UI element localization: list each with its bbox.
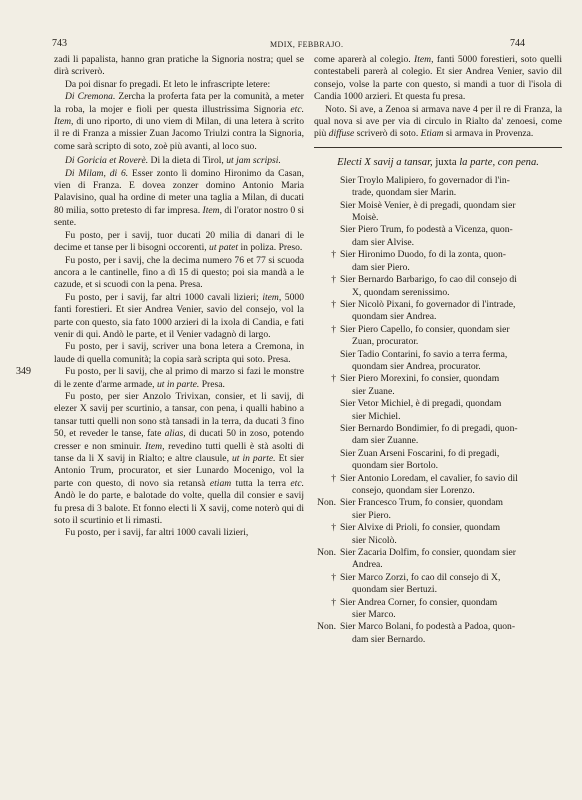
text: Etiam [420, 128, 444, 140]
entry-mark [314, 349, 340, 374]
paragraph [16, 366, 304, 391]
entry-line: Sier Bernardo Barbarigo, fo cao dil consejo di [340, 274, 517, 286]
paragraph [314, 54, 562, 104]
text: Item, [414, 54, 434, 65]
running-header: MDIX, FEBBRAJO. [270, 40, 344, 49]
text: Electi X savij a tansar, [337, 156, 433, 168]
entry-line: Sier Piero Trum, fo podestà a Vicenza, quon- [340, 224, 513, 236]
entry-text [340, 621, 562, 646]
list-item [314, 175, 562, 200]
entry-text [340, 448, 562, 473]
list-item [314, 200, 562, 225]
page-number-right: 744 [510, 38, 525, 49]
list-item [314, 249, 562, 274]
entry-line: Sier Francesco Trum, fo consier, quondam [340, 497, 503, 509]
text: Esser zonto lì domino Hironimo da Casan, vien di Franza. E dovea zonzer domino Antonio Maria Palavisino, qual ha ordine di meter una taglia a Milan, di ducati 80 milia, sotto pretesto di far impresa. [54, 167, 304, 216]
entry-line: Sier Nicolò Pixani, fo governador di l'intrade, [340, 298, 516, 310]
text: tutta la terra [231, 477, 291, 489]
entry-line: Sier Troylo Malipiero, fo governador di l'in- [340, 174, 510, 186]
entry-line: sier Nicolò. [352, 534, 397, 546]
entry-text [340, 274, 562, 299]
entry-text [340, 597, 562, 622]
list-item [314, 497, 562, 522]
list-item [314, 373, 562, 398]
entry-line: Sier Zacaria Dolfim, fo consier, quondam sier [340, 547, 516, 559]
entry-text [340, 299, 562, 324]
entry-line: dam sier Piero. [352, 261, 410, 273]
list-item [314, 448, 562, 473]
divider [314, 147, 562, 148]
paragraph: zadi li papalista, hanno gran pratiche la Signoria nostra; quel se dirà scriverò. [54, 54, 304, 78]
text: scriverò di soto. [354, 128, 421, 140]
text: Fu posto, per li savij, che al primo di marzo si fazi le monstre di le zente d'arme armade, [54, 366, 304, 390]
entry-line: Sier Alvixe di Prioli, fo consier, quondam [340, 522, 501, 534]
text: Item, [54, 116, 74, 128]
entry-line: Sier Marco Bolani, fo podestà a Padoa, quon- [340, 621, 516, 633]
entry-line: quondam sier Andrea. [352, 311, 437, 323]
text: ut patet [209, 242, 239, 254]
text: 5000 fanti forestieri. Et sier Andrea Venier, savio del consejo, vol la parte con questo, sia fato 1000 arzieri di la ixola di Candia, e fati venir di qui. Andò le parte, et il Venier vadagnò di largo. [54, 291, 304, 340]
entry-text [340, 349, 562, 374]
entry-line: X, quondam serenissimo. [352, 286, 450, 298]
entry-line: quondam sier Bortolo. [352, 460, 439, 472]
paragraph [54, 91, 304, 153]
paragraph [314, 104, 562, 141]
margin-number: 349 [16, 366, 31, 378]
list-item [314, 522, 562, 547]
entry-text [340, 175, 562, 200]
list-item [314, 621, 562, 646]
entry-mark: † [331, 596, 336, 608]
entry-line: sier Piero. [352, 509, 391, 521]
text: item, [262, 291, 282, 303]
text: Zercha la proferta fata per la comunità, a meter la roba, la mojer e fioli per questa illustrissima Signoria [54, 91, 305, 115]
paragraph [54, 391, 304, 527]
entry-text [340, 473, 562, 498]
entry-text [340, 200, 562, 225]
text: Fu posto, per sier Anzolo Trivixan, consier, et li savij, di elezer X savij per scurtinio, a tansar, con pena, i qualli habino a tansar tutti quelli non sono stà tansadi in la terra, da ducati 3 fino 50, et reveder le tanse, fate [54, 390, 304, 440]
entry-mark: Non. [317, 621, 336, 633]
entry-line: sier Zuane. [352, 385, 395, 397]
entry-line: Andrea. [352, 559, 383, 571]
letter-heading: Di Cremona. [65, 91, 116, 103]
entry-mark: Non. [317, 547, 336, 559]
entry-text [340, 249, 562, 274]
text: Andò le do parte, e balotade do volte, quella dil consier e savij fu presa di 3 balote. Et fonno electi li X savij, come noterò qui di soto il scurtinio et li rimasti. [54, 490, 304, 527]
paragraph [54, 168, 304, 230]
entry-mark [314, 200, 340, 225]
entry-text [340, 373, 562, 398]
entry-text [340, 572, 562, 597]
list-item [314, 597, 562, 622]
entry-line: Sier Bernardo Bondimier, fo di pregadi, quon- [340, 422, 518, 434]
text: Di la dieta di Tirol, [148, 155, 227, 167]
left-column [16, 54, 305, 540]
letter-heading: Di Goricia et Roverè. [65, 155, 149, 167]
entry-text [340, 398, 562, 423]
entry-line: Sier Moisè Venier, è di pregadi, quondam sier [340, 199, 516, 211]
list-item [314, 473, 562, 498]
entry-mark: † [331, 571, 336, 583]
text: ut jam scripsi. [226, 155, 281, 167]
entry-line: Sier Piero Morexini, fo consier, quondam [340, 373, 500, 385]
entry-line: dam sier Bernardo. [352, 633, 426, 645]
letter-heading: Di Milam, di 6. [65, 167, 129, 179]
text: Fu posto, per i savij, far altri 1000 cavali lizieri; [65, 291, 263, 303]
text: Item, [145, 440, 165, 452]
entry-mark: † [331, 373, 336, 385]
entry-mark: † [331, 298, 336, 310]
text: di ducati 50 in zoso, potendo cresser e non sminuir. [54, 428, 304, 452]
text: ut in parte. [231, 453, 276, 464]
list-item [314, 349, 562, 374]
entry-text [340, 423, 562, 448]
entry-line: sier Marco. [352, 609, 396, 621]
text: Et sier Antonio Trum, procurator, et sier Lunardo Mocenigo, vol la parte con questo, di novo sia retansà [54, 453, 304, 489]
text: si armava in Provenza. [443, 128, 534, 140]
list-item [314, 324, 562, 349]
list-item [314, 398, 562, 423]
paragraph: Fu posto, per i savij, che la decima numero 76 et 77 si scuoda ancora a le cantinelle, fino a dì 15 di questo; poi sia mandà a le cazude, et si scuodi con la pena. Presa. [54, 254, 304, 291]
list-item [314, 224, 562, 249]
entry-line: Zuan, procurator. [352, 336, 419, 348]
text: etc. [290, 103, 304, 115]
entry-line: Sier Vetor Michiel, è di pregadi, quondam [340, 398, 502, 410]
entry-mark: † [331, 249, 336, 261]
text: etc. [290, 477, 305, 489]
entry-line: quondam sier Andrea, procurator. [352, 360, 481, 372]
text: come aparerà al colegio. [314, 54, 415, 65]
list-item [314, 274, 562, 299]
text: Fu posto, per i savij, tuor ducati 20 milia di danari di le decime et tanse per li bisogni occorenti, [54, 229, 304, 254]
entry-line: quondam sier Bertuzi. [352, 584, 437, 596]
entry-line: Sier Antonio Loredam, el cavalier, fo savio dil [340, 472, 518, 484]
paragraph: Da poi disnar fo pregadi. Et leto le infrascripte letere: [65, 78, 271, 90]
text: Item, [202, 204, 222, 216]
text: alias, [164, 428, 186, 440]
entry-mark [314, 423, 340, 448]
entry-mark [314, 398, 340, 423]
text: la parte, con pena. [459, 156, 539, 168]
paragraph: Fu posto, per i savij, far altri 1000 cavali lizieri, [65, 527, 249, 539]
text: diffuse [328, 128, 355, 140]
page-number-left: 743 [52, 38, 67, 49]
entry-line: consejo, quondam sier Lorenzo. [352, 485, 475, 496]
paragraph [54, 292, 304, 342]
entry-line: dam sier Zuanne. [352, 435, 419, 447]
entry-text [340, 547, 562, 572]
entry-mark [314, 448, 340, 473]
entry-line: sier Michiel. [352, 410, 401, 422]
entry-mark [314, 224, 340, 249]
text: Noto. Si ave, a Zenoa si armava nave 4 per il re di Franza, la qual nova si ave per via di circulo in Rialto da' zenoesi, come più [314, 103, 562, 140]
entry-line: Moisè. [352, 212, 379, 224]
text: revedino tutti quelli è stà asolti di tanse da li X savij in Rialto; e altre clausule, [54, 440, 304, 464]
list-item [314, 547, 562, 572]
entry-line: Sier Andrea Corner, fo consier, quondam [340, 596, 498, 608]
entry-line: Sier Zuan Arseni Foscarini, fo di pregadi, [340, 447, 500, 459]
text: ut in parte. [156, 378, 200, 390]
list-item [314, 423, 562, 448]
section-title [314, 156, 562, 169]
text: fanti 5000 forestieri, soto quelli contestabeli parerà al colegio. Et sier Andrea Venier, savio dil consejo, volse la parte con questo, si mandi a tuor di l'isola di Candia 1000 arzieri. Et questa fu presa. [314, 54, 562, 103]
list-item [314, 299, 562, 324]
entry-text [340, 522, 562, 547]
entry-text [340, 224, 562, 249]
paragraph [54, 155, 304, 167]
text: di uno riporto, di uno viem di Milan, di una letera à scrito il re di Franza a missier Zuan Jacomo Triulzi contra la Signoria, come sarà scripto di soto, zoè più avanti, al loco suo. [54, 116, 304, 152]
entry-line: Sier Marco Zorzi, fo cao dil consejo di X, [340, 571, 501, 583]
entry-text [340, 497, 562, 522]
text: Presa. [199, 378, 225, 390]
entry-line: trade, quondam sier Marin. [352, 187, 457, 199]
entry-text [340, 324, 562, 349]
right-column [314, 54, 562, 646]
entry-line: dam sier Alvise. [352, 236, 415, 248]
entry-line: Sier Tadio Contarini, fo savio a terra ferma, [340, 348, 508, 360]
entry-mark: Non. [317, 497, 336, 509]
entry-mark: † [331, 274, 336, 286]
text: di l'orator nostro 0 si sente. [54, 204, 305, 229]
entry-mark: † [331, 522, 336, 534]
text: etiam [209, 477, 232, 489]
list-item [314, 572, 562, 597]
text: in poliza. Preso. [238, 242, 303, 254]
entry-line: Sier Piero Capello, fo consier, quondam sier [340, 323, 510, 335]
elected-list [314, 175, 562, 646]
paragraph [54, 230, 304, 255]
entry-line: Sier Hironimo Duodo, fo di la zonta, quon- [340, 249, 506, 261]
paragraph: Fu posto, per i savij, scriver una bona letera a Cremona, in laude di quella comunità; la copia sarà scripta qui soto. Presa. [54, 341, 304, 365]
entry-mark [314, 175, 340, 200]
text: juxta [432, 156, 460, 168]
entry-mark: † [331, 323, 336, 335]
entry-mark: † [331, 472, 336, 484]
